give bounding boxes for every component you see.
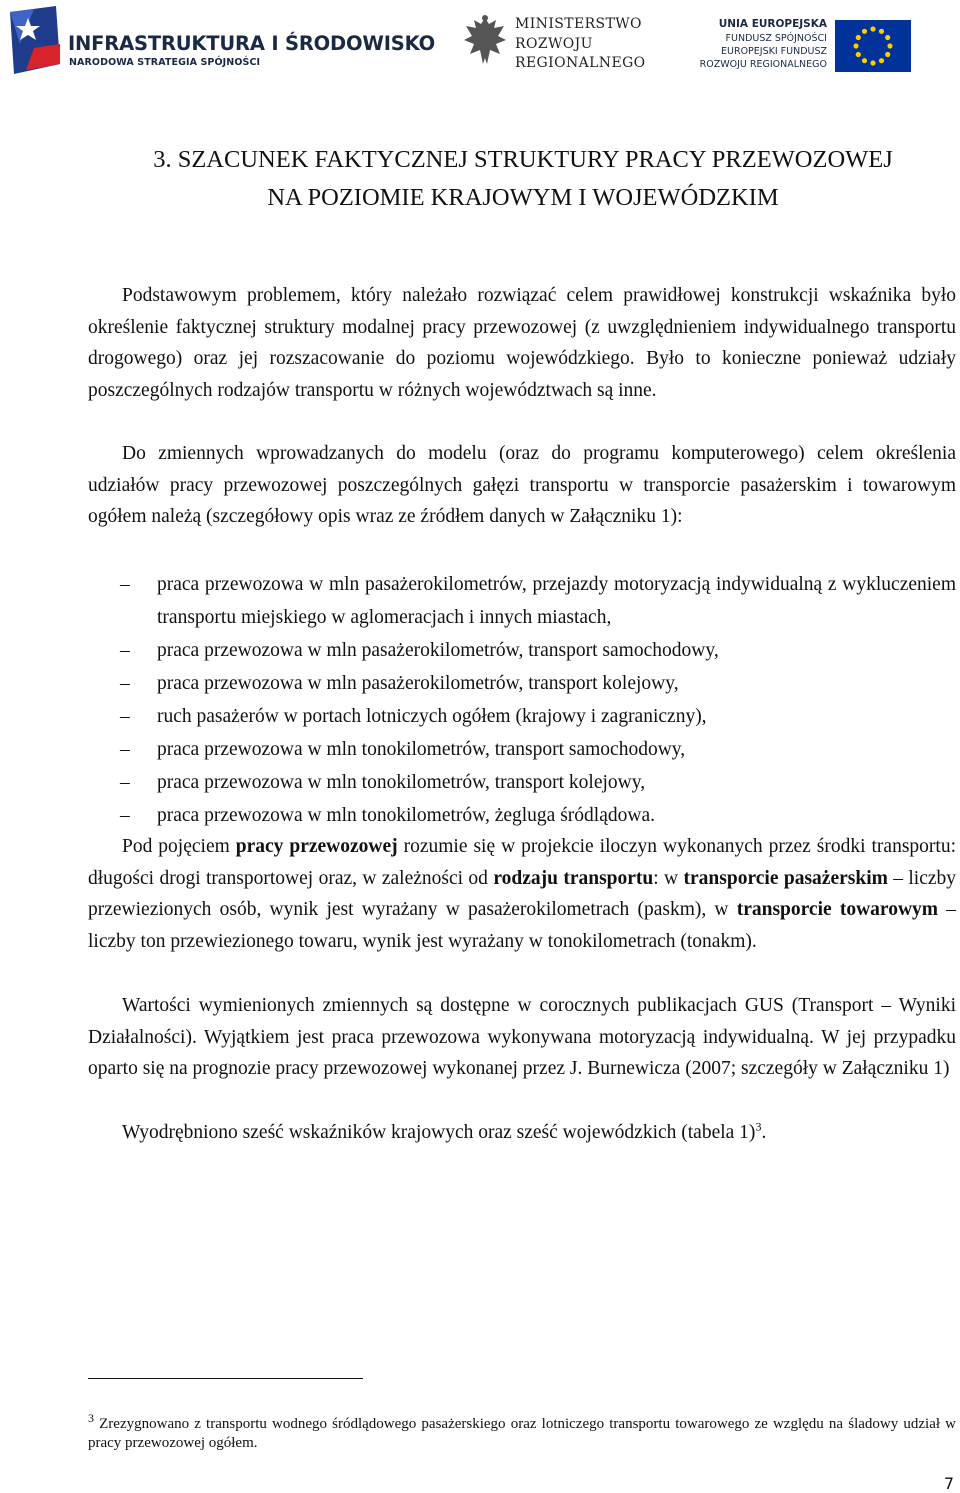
paragraph-4 bbox=[88, 990, 956, 1085]
page-number: 7 bbox=[943, 1474, 954, 1493]
eagle-emblem-icon bbox=[460, 12, 510, 72]
list-item bbox=[88, 634, 956, 667]
list-item-text: praca przewozowa w mln pasażerokilometrów, transport kolejowy, bbox=[157, 673, 679, 694]
list-item-text: praca przewozowa w mln tonokilometrów, transport samochodowy, bbox=[157, 739, 686, 760]
header-logos bbox=[0, 0, 960, 90]
list-item bbox=[88, 799, 956, 832]
section-heading bbox=[88, 141, 958, 217]
paragraph-3-text: : w bbox=[653, 867, 684, 889]
list-item-text: ruch pasażerów w portach lotniczych ogółem (krajowy i zagraniczny), bbox=[157, 706, 707, 727]
paragraph-4-text: Wartości wymienionych zmiennych są dostępne w corocznych publikacjach GUS (Transport – Wyniki Działalności). Wyjątkiem jest praca przewozowa wykonywana motoryzacją indywidualną. W jej przypadku oparto się na prognozie pracy przewozowej wykonanej przez J. Burnewicza (2007; szczegóły w Załączniku 1) bbox=[88, 995, 956, 1080]
footnote-ref[interactable]: 3 bbox=[755, 1119, 762, 1134]
list-dash: – bbox=[120, 574, 130, 595]
paragraph-3-text: – liczby przewiezionych osób, wynik jest wyrażany w pasażerokilometrach (paskm), w bbox=[88, 867, 957, 921]
paragraph-2-text: Do zmiennych wprowadzanych do modelu (oraz do programu komputerowego) celem określenia udziałów pracy przewozowej poszczególnych gałęzi transportu w transporcie pasażerskim i towarowym ogółem należą (szczegółowy opis wraz ze źródłem danych w Załączniku 1): bbox=[88, 443, 956, 528]
eu-line-3: EUROPEJSKI FUNDUSZ bbox=[721, 46, 827, 57]
term-transport-pasazerski: transporcie pasażerskim bbox=[683, 867, 888, 889]
paragraph-3-text: – liczby ton przewiezionego towaru, wynik jest wyrażany w tonokilometrach (tonakm). bbox=[88, 899, 956, 952]
paragraph-5-end: . bbox=[761, 1122, 767, 1143]
list-item bbox=[88, 766, 956, 799]
paragraph-3 bbox=[88, 831, 956, 957]
ministry-line-2: ROZWOJU bbox=[515, 36, 593, 52]
heading-line-1: 3. SZACUNEK FAKTYCZNEJ STRUKTURY PRACY PRZEWOZOWEJ bbox=[153, 146, 893, 173]
eu-line-4: ROZWOJU REGIONALNEGO bbox=[699, 59, 827, 70]
paragraph-5 bbox=[88, 1117, 956, 1149]
eu-line-1: UNIA EUROPEJSKA bbox=[718, 18, 827, 30]
list-dash: – bbox=[120, 772, 130, 793]
list-dash: – bbox=[120, 805, 130, 826]
footnote-divider bbox=[88, 1378, 363, 1379]
list-dash: – bbox=[120, 640, 130, 661]
list-dash: – bbox=[120, 706, 130, 727]
paragraph-1-text: Podstawowym problemem, który należało rozwiązać celem prawidłowej konstrukcji wskaźnika było określenie faktycznej struktury modalnej pracy przewozowej (z uwzględnieniem indywidualnego transportu drogowego) oraz jej rozszacowanie do poziomu wojewódzkiego. Było to konieczne ponieważ udziały poszczególnych rodzajów transportu w różnych województwach są inne. bbox=[88, 285, 956, 401]
list-item bbox=[88, 568, 956, 634]
infra-title: INFRASTRUKTURA I ŚRODOWISKO bbox=[68, 32, 436, 55]
footnote bbox=[88, 1411, 956, 1453]
list-item bbox=[88, 733, 956, 766]
nss-flag-icon bbox=[6, 4, 64, 78]
footnote-marker: 3 bbox=[88, 1411, 94, 1425]
paragraph-3-text: rozumie się w projekcie iloczyn wykonanych przez środki transportu: długości drogi transportowej oraz, w zależności od bbox=[88, 836, 956, 889]
ministry-line-3: REGIONALNEGO bbox=[515, 55, 646, 71]
heading-line-2: NA POZIOMIE KRAJOWYM I WOJEWÓDZKIM bbox=[267, 184, 779, 211]
list-item-text: praca przewozowa w mln pasażerokilometrów, transport samochodowy, bbox=[157, 640, 719, 661]
list-item-text: praca przewozowa w mln tonokilometrów, transport kolejowy, bbox=[157, 772, 646, 793]
list-dash: – bbox=[120, 739, 130, 760]
infrastruktura-logo bbox=[6, 4, 436, 78]
paragraph-1 bbox=[88, 280, 956, 406]
footnote-text: Zrezygnowano z transportu wodnego śródlądowego pasażerskiego oraz lotniczego transportu towarowego ze względu na śladowy udział w pracy przewozowej ogółem. bbox=[88, 1416, 956, 1451]
term-transport-towarowy: transporcie towarowym bbox=[736, 899, 939, 921]
infra-subtitle: NARODOWA STRATEGIA SPÓJNOŚCI bbox=[69, 57, 261, 68]
eu-line-2: FUNDUSZ SPÓJNOŚCI bbox=[725, 33, 827, 44]
list-item bbox=[88, 700, 956, 733]
paragraph-5-text: Wyodrębniono sześć wskaźników krajowych oraz sześć wojewódzkich (tabela 1) bbox=[122, 1122, 756, 1143]
list-item bbox=[88, 667, 956, 700]
eu-flag-icon bbox=[835, 20, 911, 72]
list-dash: – bbox=[120, 673, 130, 694]
paragraph-2 bbox=[88, 438, 956, 533]
list-item-text: praca przewozowa w mln pasażerokilometrów, przejazdy motoryzacją indywidualną z wykluczeniem transportu miejskiego w aglomeracjach i innych miastach, bbox=[157, 574, 956, 628]
term-praca-przewozowa: pracy przewozowej bbox=[235, 836, 398, 857]
ministry-logo bbox=[460, 10, 650, 74]
ministry-line-1: MINISTERSTWO bbox=[515, 16, 642, 32]
term-rodzaj-transportu: rodzaju transportu bbox=[493, 867, 654, 889]
list-item-text: praca przewozowa w mln tonokilometrów, żegluga śródlądowa. bbox=[157, 805, 655, 826]
eu-logo bbox=[695, 16, 915, 76]
variables-list bbox=[88, 568, 956, 832]
paragraph-3-text: Pod pojęciem bbox=[122, 836, 236, 857]
